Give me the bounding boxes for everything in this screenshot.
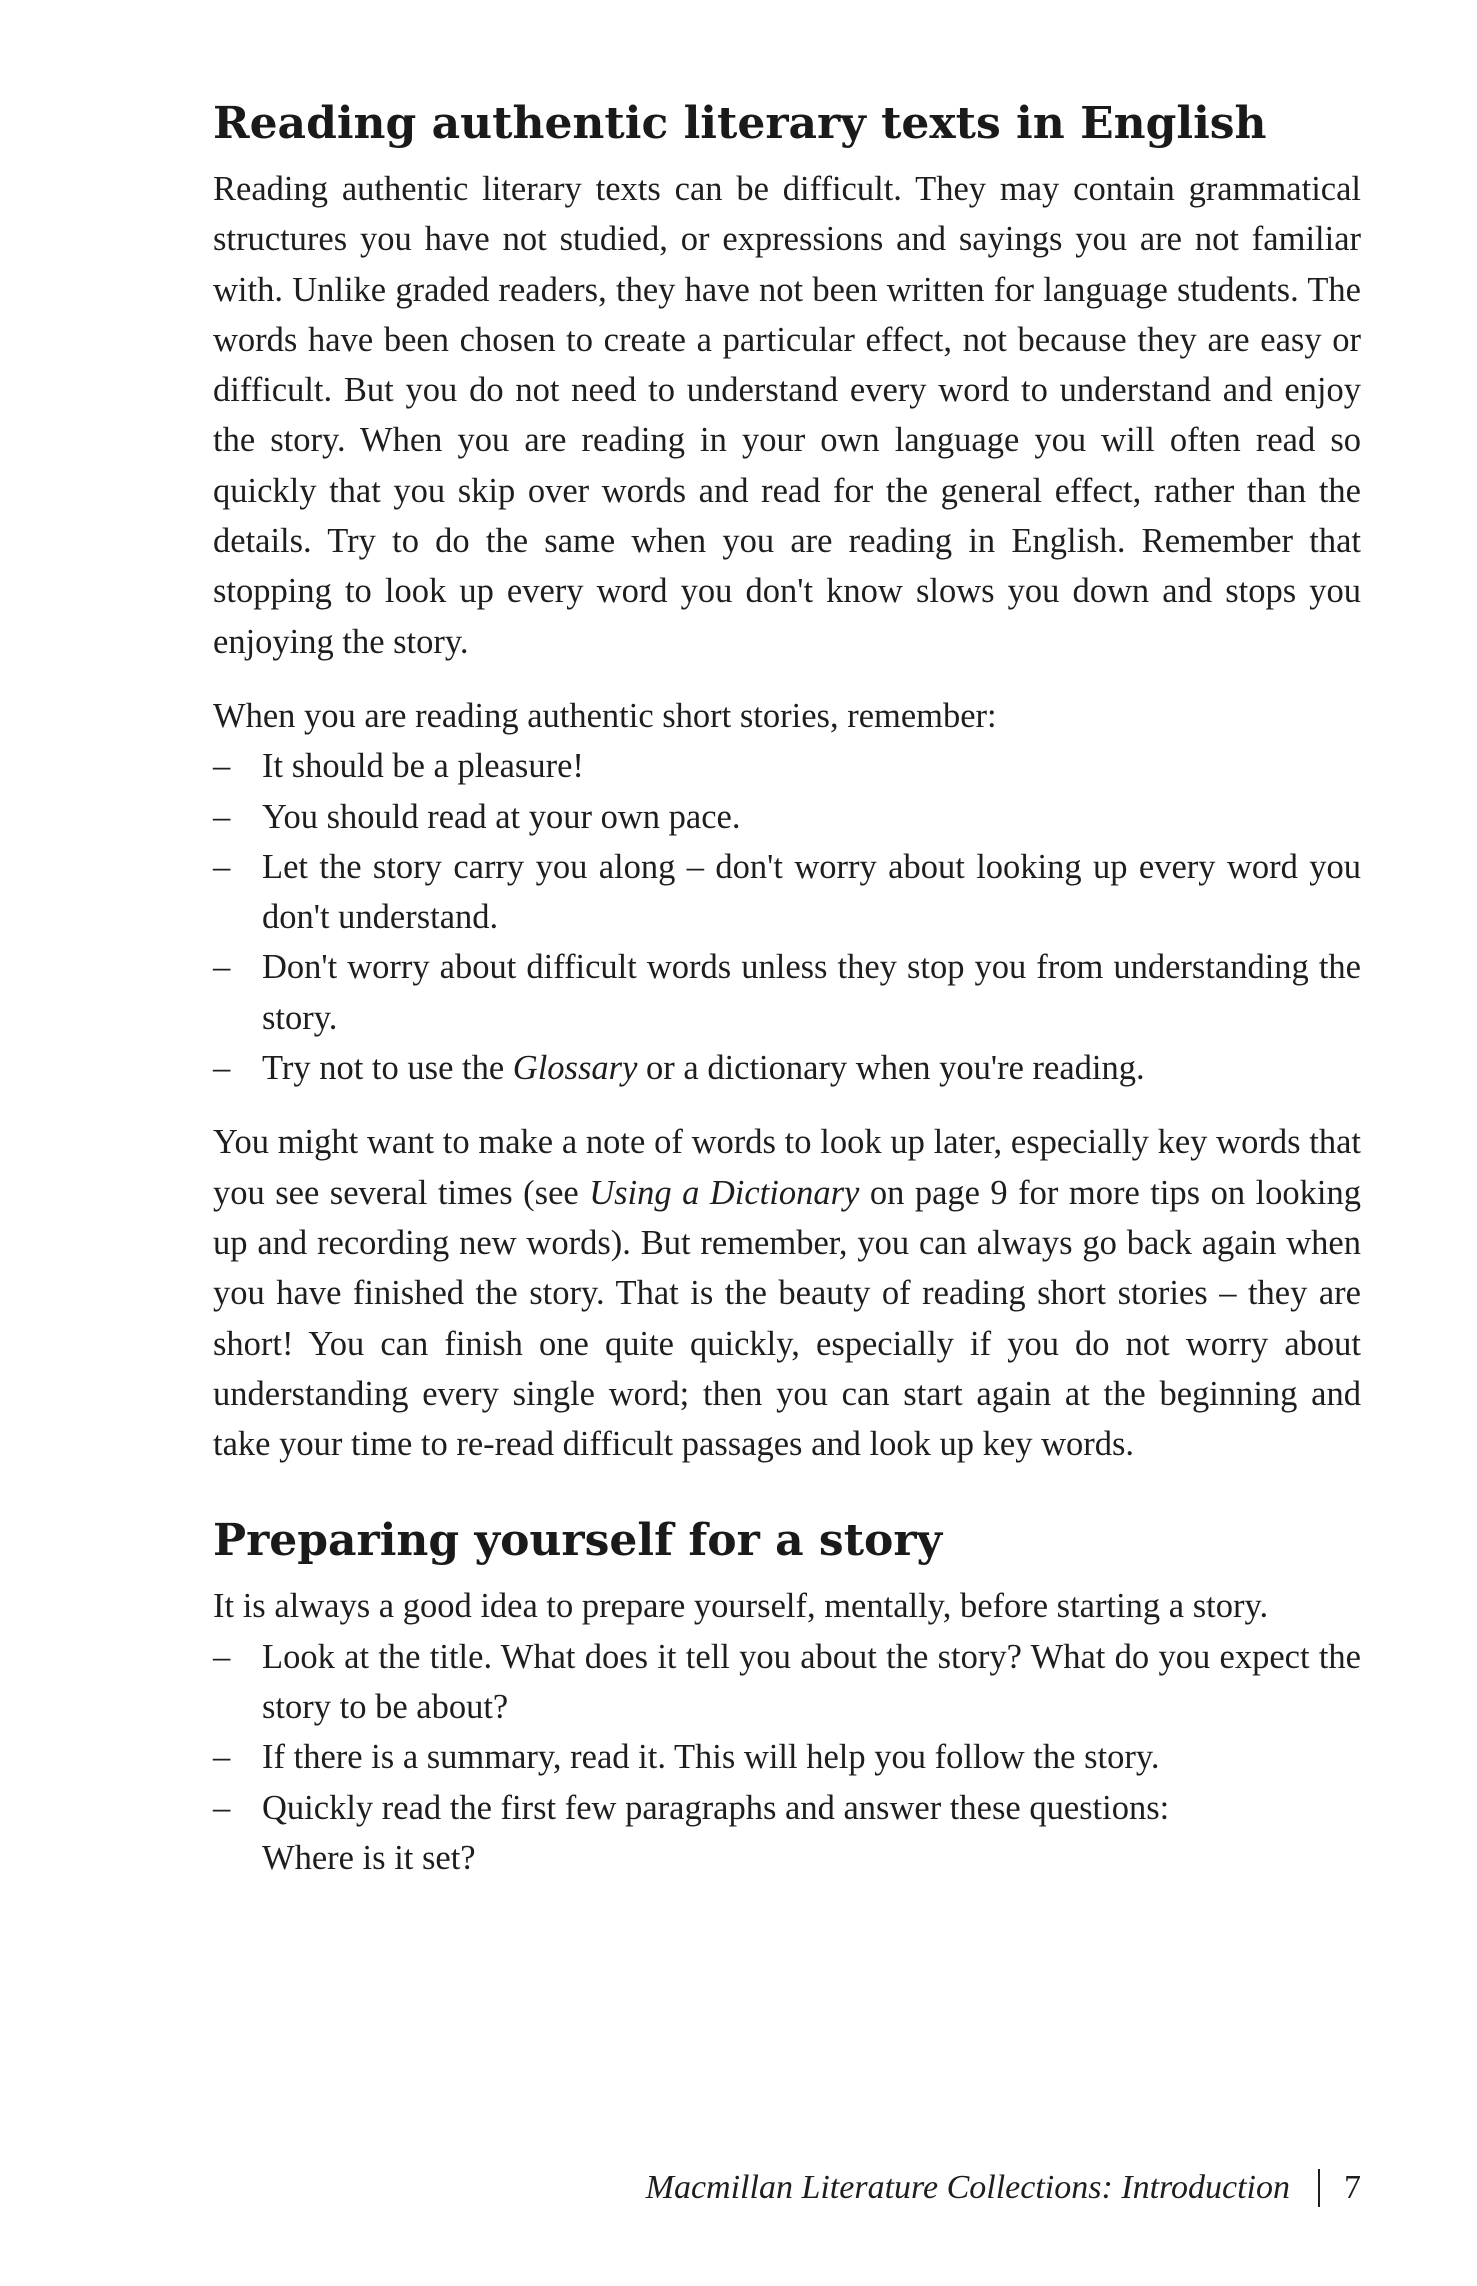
dash-bullet: – <box>213 1049 231 1088</box>
prepare-tips-list <box>213 1632 1361 1883</box>
list-item: – Don't worry about difficult words unless they stop you from understanding the story. <box>213 942 1361 1043</box>
dash-bullet: – <box>213 1637 231 1676</box>
list-item: – Try not to use the Glossary or a dictionary when you're reading. <box>213 1043 1361 1093</box>
page-content <box>213 96 1361 1883</box>
dash-bullet: – <box>213 1788 231 1827</box>
paragraph-intro: Reading authentic literary texts can be difficult. They may contain grammatical structures you have not studied, or expressions and sayings you are not familiar with. Unlike graded readers, they have not been written for language students. The words have been chosen to create a particular effect, not because they are easy or difficult. But you do not need to understand every word to understand and enjoy the story. When you are reading in your own language you will often read so quickly that you skip over words and read for the general effect, rather than the details. Try to do the same when you are reading in English. Remember that stopping to look up every word you don't know slows you down and stops you enjoying the story. <box>213 170 1361 661</box>
list-intro: When you are reading authentic short stories, remember: <box>213 696 997 735</box>
dash-bullet: – <box>213 1738 231 1777</box>
series-title: Macmillan Literature Collections: Introduction <box>645 2169 1290 2206</box>
dash-bullet: – <box>213 747 231 786</box>
list-item: – Quickly read the first few paragraphs and answer these questions: Where is it set? <box>213 1783 1361 1884</box>
list-item: – You should read at your own pace. <box>213 792 1361 842</box>
paragraph-prepare: It is always a good idea to prepare yourself, mentally, before starting a story. <box>213 1587 1269 1626</box>
list-item: – Let the story carry you along – don't worry about looking up every word you don't understand. <box>213 842 1361 943</box>
dictionary-reference: Using a Dictionary <box>589 1173 860 1212</box>
reading-tips-list <box>213 741 1361 1093</box>
glossary-reference: Glossary <box>512 1049 638 1088</box>
page-footer <box>646 2163 1361 2213</box>
dash-bullet: – <box>213 948 231 987</box>
list-item: – If there is a summary, read it. This will help you follow the story. <box>213 1732 1361 1782</box>
dash-bullet: – <box>213 847 231 886</box>
list-item: – It should be a pleasure! <box>213 741 1361 791</box>
heading-preparing-yourself: Preparing yourself for a story <box>213 1515 943 1567</box>
footer-divider <box>1318 2169 1320 2207</box>
dash-bullet: – <box>213 797 231 836</box>
heading-reading-authentic-texts: Reading authentic literary texts in English <box>213 98 1267 149</box>
list-item: – Look at the title. What does it tell you about the story? What do you expect the story to be about? <box>213 1632 1361 1733</box>
page-number: 7 <box>1344 2169 1361 2206</box>
paragraph-note-words: You might want to make a note of words to look up later, especially key words that you see several times (see Using a Dictionary on page 9 for more tips on looking up and recording new words). But remember, you can always go back again when you have finished the story. That is the beauty of reading short stories – they are short! You can finish one quite quickly, especially if you do not worry about understanding every single word; then you can start again at the beginning and take your time to re-read difficult passages and look up key words. <box>213 1123 1361 1464</box>
